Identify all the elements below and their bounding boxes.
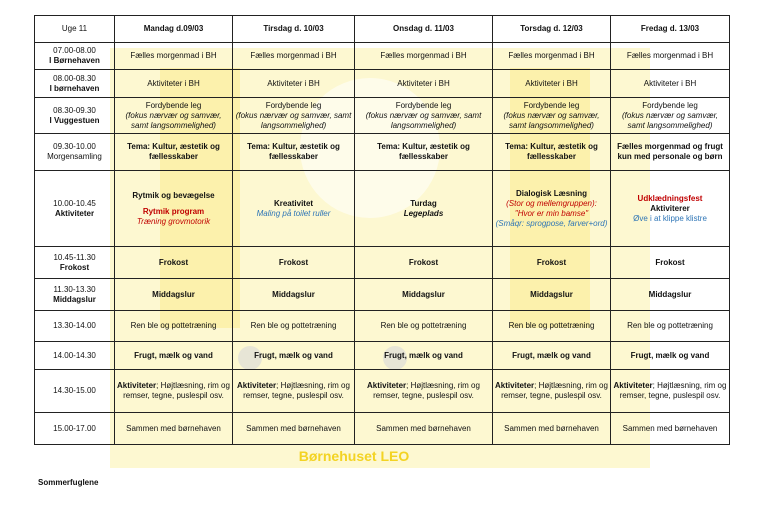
activity-text: Fordybende leg xyxy=(145,100,202,110)
activity-text: (fokus nærvær og samvær, samt langsommelighed) xyxy=(503,110,600,130)
time-range: 14.00-14.30 xyxy=(53,350,96,360)
activity-text: Øve i at klippe klistre xyxy=(633,213,707,223)
activity-cell xyxy=(355,247,493,279)
activity-text: Kreativitet xyxy=(273,198,314,208)
time-slot-place: I børnehaven xyxy=(49,83,100,93)
activity-cell xyxy=(233,134,355,171)
time-range: 10.00-10.45 xyxy=(53,198,96,208)
activity-cell xyxy=(233,98,355,134)
time-slot-place: Aktiviteter xyxy=(54,208,95,218)
activity-cell xyxy=(611,171,730,247)
activity-cell xyxy=(233,413,355,445)
activity-cell xyxy=(493,171,611,247)
schedule-row xyxy=(35,413,730,445)
activity-text: Frugt, mælk og vand xyxy=(384,350,463,360)
activity-cell xyxy=(115,43,233,70)
activity-text: Tema: Kultur, æstetik og fællesskaber xyxy=(505,142,598,161)
activity-text: Frokost xyxy=(408,257,439,267)
activity-cell xyxy=(611,70,730,98)
activity-text: Frugt, mælk og vand xyxy=(630,350,710,360)
schedule-row xyxy=(35,70,730,98)
activity-text: Sammen med børnehaven xyxy=(246,423,341,433)
activity-text: Ren ble og pottetræning xyxy=(508,321,595,330)
activity-text: ; Højtlæsning, rim og remser, tegne, puslespil osv. xyxy=(501,381,608,400)
activity-cell xyxy=(115,171,233,247)
schedule-row xyxy=(35,134,730,171)
activity-text: Aktiviteter xyxy=(367,381,407,390)
activity-text: Fordybende leg xyxy=(523,100,580,110)
time-range: 08.30-09.30 xyxy=(53,105,96,115)
schedule-row xyxy=(35,247,730,279)
activity-text: Rytmik og bevægelse xyxy=(132,190,215,200)
activity-cell xyxy=(233,370,355,413)
time-range: 07.00-08.00 xyxy=(53,46,96,55)
activity-cell xyxy=(493,279,611,311)
activity-cell xyxy=(611,247,730,279)
activity-text: Middagslur xyxy=(402,289,445,299)
activity-cell xyxy=(115,342,233,370)
activity-text: Tema: Kultur, æstetik og fællesskaber xyxy=(127,142,220,161)
activity-text: Aktiviteter i BH xyxy=(525,78,578,88)
activity-cell xyxy=(355,413,493,445)
time-range: 14.30-15.00 xyxy=(53,386,96,395)
schedule-row xyxy=(35,279,730,311)
activity-cell xyxy=(611,311,730,342)
time-range: 11.30-13.30 xyxy=(53,284,96,294)
activity-cell xyxy=(355,43,493,70)
activity-text: "Hvor er min bamse" xyxy=(514,208,589,218)
time-slot-place: I Børnehaven xyxy=(49,56,100,65)
activity-text: Aktiviteter i BH xyxy=(147,78,200,88)
activity-cell xyxy=(233,342,355,370)
activity-cell xyxy=(115,70,233,98)
activity-text: Ren ble og pottetræning xyxy=(250,321,337,330)
activity-cell xyxy=(611,43,730,70)
activity-text: ; Højtlæsning, rim og remser, tegne, puslespil osv. xyxy=(123,381,230,400)
activity-text: ; Højtlæsning, rim og remser, tegne, puslespil osv. xyxy=(373,381,480,400)
activity-cell xyxy=(355,311,493,342)
activity-cell xyxy=(233,171,355,247)
time-slot-place: Frokost xyxy=(59,262,90,272)
activity-text: Frokost xyxy=(655,257,685,267)
schedule-row xyxy=(35,342,730,370)
activity-text: Rytmik program xyxy=(142,206,205,216)
activity-text: Fælles morgenmad i BH xyxy=(380,51,467,60)
activity-text: Træning grovmotorik xyxy=(136,216,211,226)
activity-text: Turdag xyxy=(410,198,437,208)
activity-text: Fælles morgenmad i BH xyxy=(626,51,714,60)
activity-cell xyxy=(611,413,730,445)
activity-text: Aktiviteter xyxy=(495,381,535,390)
time-slot-cell xyxy=(35,70,115,98)
activity-cell xyxy=(115,134,233,171)
activity-text: Sammen med børnehaven xyxy=(504,423,599,433)
activity-text: Fælles morgenmad i BH xyxy=(250,51,337,60)
time-slot-cell xyxy=(35,98,115,134)
activity-cell xyxy=(115,370,233,413)
activity-text: (fokus nærvær og samvær, samt langsommelighed) xyxy=(235,110,352,130)
activity-cell xyxy=(493,70,611,98)
weekly-schedule-table xyxy=(34,15,730,445)
activity-text: Maling på toilet ruller xyxy=(256,208,331,218)
day-header: Tirsdag d. 10/03 xyxy=(233,16,355,43)
activity-text: Udklædningsfest xyxy=(637,193,703,203)
activity-text: Sammen med børnehaven xyxy=(622,423,718,433)
activity-cell xyxy=(493,370,611,413)
activity-text: Middagslur xyxy=(648,289,692,299)
activity-cell xyxy=(611,342,730,370)
time-slot-cell xyxy=(35,247,115,279)
activity-cell xyxy=(355,171,493,247)
activity-text: Ren ble og pottetræning xyxy=(130,321,217,330)
activity-cell xyxy=(233,311,355,342)
time-slot-cell xyxy=(35,279,115,311)
activity-text: Aktiviteter xyxy=(117,381,157,390)
activity-text: Fordybende leg xyxy=(395,100,452,110)
activity-cell xyxy=(493,311,611,342)
activity-text: (fokus nærvær og samvær, samt langsommelighed) xyxy=(125,110,222,130)
activity-text: Fordybende leg xyxy=(642,100,698,110)
week-label: Uge 11 xyxy=(35,16,115,43)
activity-text: Frugt, mælk og vand xyxy=(254,350,333,360)
activity-cell xyxy=(493,342,611,370)
schedule-row xyxy=(35,171,730,247)
activity-cell xyxy=(493,98,611,134)
activity-text: Tema: Kultur, æstetik og fællesskaber xyxy=(377,142,470,161)
activity-text: Frokost xyxy=(278,257,309,267)
activity-text: Fælles morgenmad og frugt kun med personale og børn xyxy=(617,142,723,161)
group-name: Sommerfuglene xyxy=(38,478,99,487)
day-header: Torsdag d. 12/03 xyxy=(493,16,611,43)
activity-text: Sammen med børnehaven xyxy=(126,423,221,433)
schedule-row xyxy=(35,311,730,342)
activity-text: Aktiviteter i BH xyxy=(397,78,450,88)
activity-text: (fokus nærvær og samvær, samt langsommelighed) xyxy=(365,110,482,130)
activity-cell xyxy=(233,279,355,311)
time-slot-cell xyxy=(35,134,115,171)
activity-cell xyxy=(611,370,730,413)
activity-cell xyxy=(493,134,611,171)
activity-text: ; Højtlæsning, rim og remser, tegne, puslespil osv. xyxy=(619,381,727,400)
activity-text: Fælles morgenmad i BH xyxy=(130,51,217,60)
time-slot-cell xyxy=(35,311,115,342)
time-slot-cell xyxy=(35,413,115,445)
activity-text: (Stor og mellemgruppen): xyxy=(506,198,597,208)
activity-text: Ren ble og pottetræning xyxy=(627,321,713,330)
activity-text: Fordybende leg xyxy=(265,100,322,110)
time-slot-place: Middagslur xyxy=(53,294,96,304)
activity-text: (fokus nærvær og samvær, samt langsommelighed) xyxy=(621,110,719,130)
activity-cell xyxy=(611,134,730,171)
activity-cell xyxy=(115,98,233,134)
time-slot-place: I Vuggestuen xyxy=(49,115,100,125)
activity-cell xyxy=(493,43,611,70)
activity-cell xyxy=(233,247,355,279)
time-slot-place: Morgensamling xyxy=(47,152,102,161)
time-range: 08.00-08.30 xyxy=(53,73,96,83)
time-slot-cell xyxy=(35,171,115,247)
day-header: Mandag d.09/03 xyxy=(115,16,233,43)
activity-cell xyxy=(233,43,355,70)
activity-text: Aktiviterer xyxy=(650,203,690,213)
activity-cell xyxy=(233,70,355,98)
activity-cell xyxy=(115,413,233,445)
activity-text: Aktiviteter xyxy=(613,381,653,390)
time-range: 13.30-14.00 xyxy=(53,321,96,330)
activity-cell xyxy=(355,342,493,370)
time-range: 15.00-17.00 xyxy=(53,423,96,433)
activity-text: Dialogisk Læsning xyxy=(515,188,588,198)
time-slot-cell xyxy=(35,370,115,413)
activity-text: Frokost xyxy=(158,257,189,267)
activity-cell xyxy=(355,98,493,134)
activity-text: (Småqr: sprogpose, farver+ord) xyxy=(495,218,608,228)
header-row xyxy=(35,16,730,43)
time-slot-cell xyxy=(35,342,115,370)
activity-cell xyxy=(611,98,730,134)
activity-cell xyxy=(355,134,493,171)
activity-cell xyxy=(493,413,611,445)
activity-text: ; Højtlæsning, rim og remser, tegne, puslespil osv. xyxy=(243,381,350,400)
activity-text: Middagslur xyxy=(530,289,573,299)
activity-text: Ren ble og pottetræning xyxy=(380,321,467,330)
activity-cell xyxy=(355,279,493,311)
activity-text: Aktiviteter i BH xyxy=(643,78,697,88)
day-header: Fredag d. 13/03 xyxy=(611,16,730,43)
activity-cell xyxy=(115,311,233,342)
activity-text: Frugt, mælk og vand xyxy=(134,350,213,360)
activity-text: Sammen med børnehaven xyxy=(376,423,471,433)
schedule-row xyxy=(35,370,730,413)
time-range: 10.45-11.30 xyxy=(53,252,96,262)
activity-cell xyxy=(355,370,493,413)
day-header: Onsdag d. 11/03 xyxy=(355,16,493,43)
activity-text: Fælles morgenmad i BH xyxy=(508,51,595,60)
schedule-row xyxy=(35,43,730,70)
activity-cell xyxy=(115,247,233,279)
activity-cell xyxy=(115,279,233,311)
activity-text: Frokost xyxy=(536,257,567,267)
activity-text: Tema: Kultur, æstetik og fællesskaber xyxy=(247,142,340,161)
logo-text: Børnehuset LEO xyxy=(298,448,410,464)
activity-text: Legeplads xyxy=(403,208,444,218)
schedule-row xyxy=(35,98,730,134)
activity-cell xyxy=(493,247,611,279)
activity-text: Middagslur xyxy=(152,289,195,299)
activity-text: Frugt, mælk og vand xyxy=(512,350,591,360)
activity-cell xyxy=(611,279,730,311)
activity-text: Aktiviteter xyxy=(237,381,277,390)
time-range: 09.30-10.00 xyxy=(53,142,96,151)
activity-cell xyxy=(355,70,493,98)
activity-text: Middagslur xyxy=(272,289,315,299)
time-slot-cell xyxy=(35,43,115,70)
activity-text: Aktiviteter i BH xyxy=(267,78,320,88)
